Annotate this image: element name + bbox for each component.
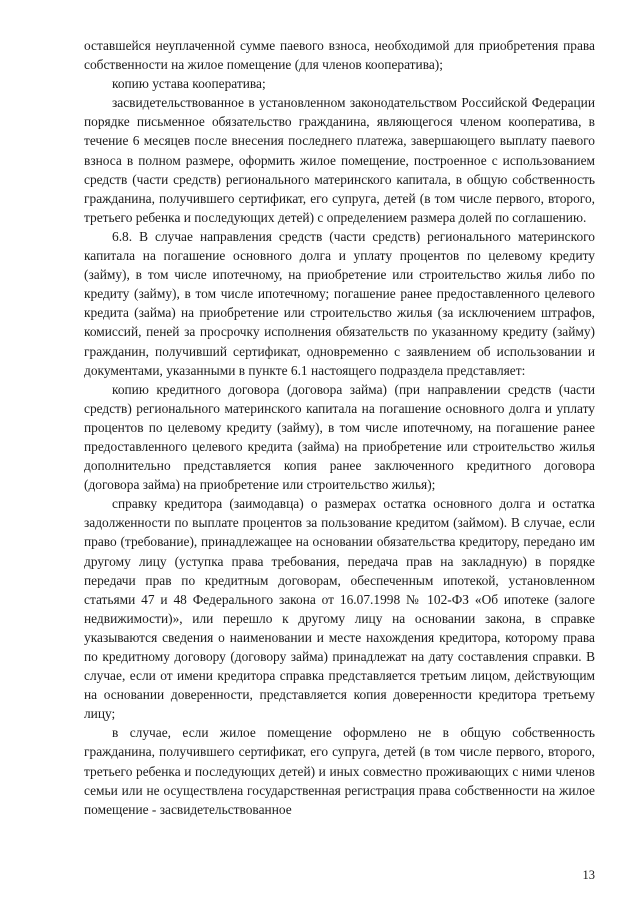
paragraph-written-obligation: засвидетельствованное в установленном законодательством Российской Федерации порядке письменное обязательство гражданина, являющегося членом кооператива, в течение 6 месяцев после внесения последнего платежа, завершающего выплату паевого взноса в полном размере, оформить жилое помещение, построенное с использованием средств (части средств) регионального материнского капитала, в общую собственность гражданина, получившего сертификат, его супруга, детей (в том числе первого, второго, третьего ребенка и последующих детей) с определением размера долей по соглашению. [84, 95, 595, 225]
page-number: 13 [582, 868, 595, 882]
paragraph-loan-agreement-copy: копию кредитного договора (договора займа) (при направлении средств (части средств) регионального материнского капитала на погашение основного долга и уплату процентов по целевому кредиту (займу), в том числе ипотечному, на погашение ранее предоставленного целевого кредита (займа) на приобретение или строительство жилья дополнительно представляется копия ранее заключенного кредитного договора (договора займа) на приобретение или строительство жилья); [84, 381, 595, 493]
paragraph-creditor-certificate: справку кредитора (заимодавца) о размерах остатка основного долга и остатка задолженности по выплате процентов за пользование кредитом (займом). В случае, если право (требование), принадлежащее на основании обязательства кредитору, передано им другому лицу (уступка права требования, передача прав на закладную) в порядке передачи прав по кредитным договорам, обеспеченным ипотекой, установленном статьями 47 и 48 Федерального закона от 16.07.1998 № 102-ФЗ «Об ипотеке (залоге недвижимости)», или перешло к другому лицу на основании закона, в справке указываются сведения о наименовании и месте нахождения кредитора, которому права по кредитному договору (договору займа) принадлежат на дату составления справки. В случае, если от имени кредитора справка представляется третьим лицом, действующим на основании доверенности, представляется копия доверенности кредитора третьему лицу; [84, 496, 595, 722]
paragraph-charter-copy: копию устава кооператива; [112, 76, 266, 92]
document-body [84, 36, 595, 819]
paragraph-section-6-8: 6.8. В случае направления средств (части средств) регионального материнского капитала на погашение основного долга и уплату процентов по целевому кредиту (займу), в том числе ипотечному, на приобретение или строительство жилья либо по кредиту (займу), в том числе ипотечному; погашение ранее предоставленного целевого кредита (займа) на приобретение или строительство жилья (за исключением штрафов, комиссий, пеней за просрочку исполнения обязательств по указанному кредиту (займу) гражданин, получивший сертификат, одновременно с заявлением об использовании и документами, указанными в пункте 6.1 настоящего подраздела представляет: [84, 228, 595, 378]
paragraph-ownership-case: в случае, если жилое помещение оформлено не в общую собственность гражданина, получившего сертификат, его супруга, детей (в том числе первого, второго, третьего ребенка и последующих детей) и иных совместно проживающих с ними членов семьи или не осуществлена государственная регистрация права собственности на жилое помещение - засвидетельствованное [84, 725, 595, 817]
paragraph-continuation: оставшейся неуплаченной сумме паевого взноса, необходимой для приобретения права собственности на жилое помещение (для членов кооператива); [84, 38, 595, 73]
